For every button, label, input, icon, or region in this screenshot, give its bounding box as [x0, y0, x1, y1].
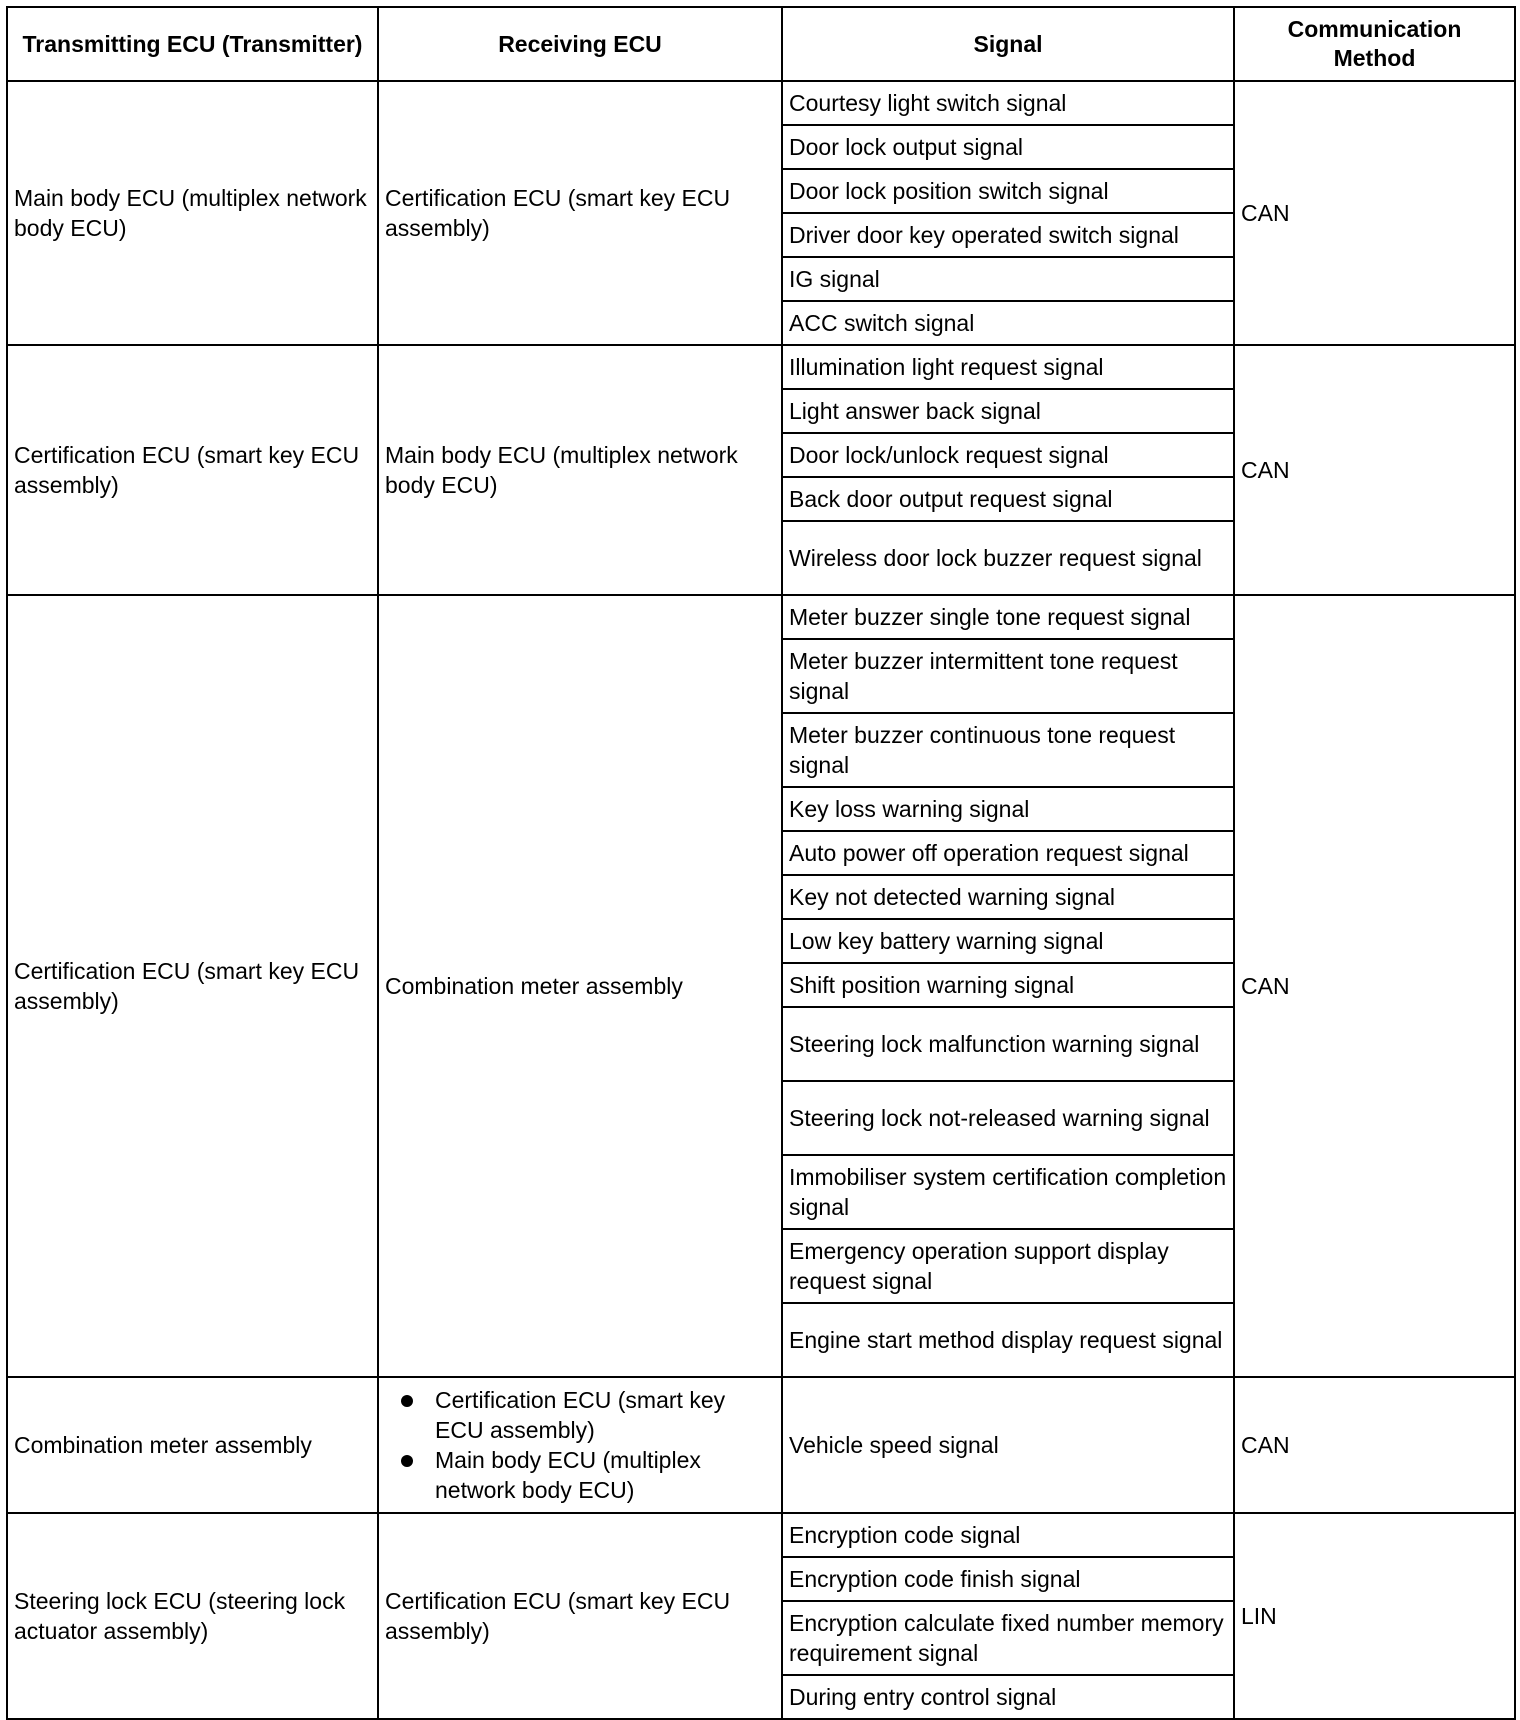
table-row	[7, 1513, 1515, 1557]
signal-cell: IG signal	[782, 257, 1234, 301]
signal-cell: Encryption calculate fixed number memory requirement signal	[782, 1601, 1234, 1675]
signal-cell: Steering lock malfunction warning signal	[782, 1007, 1234, 1081]
transmitter-cell: Certification ECU (smart key ECU assembly)	[7, 595, 378, 1377]
table-row	[7, 81, 1515, 125]
receiver-list	[385, 1385, 775, 1505]
signal-cell: Auto power off operation request signal	[782, 831, 1234, 875]
header-transmitting-ecu: Transmitting ECU (Transmitter)	[7, 7, 378, 81]
method-cell: CAN	[1234, 1377, 1515, 1513]
signal-cell: During entry control signal	[782, 1675, 1234, 1719]
transmitter-cell: Steering lock ECU (steering lock actuator assembly)	[7, 1513, 378, 1719]
transmitter-cell: Certification ECU (smart key ECU assembly)	[7, 345, 378, 595]
signal-cell: Driver door key operated switch signal	[782, 213, 1234, 257]
list-item: Main body ECU (multiplex network body ECU)	[435, 1445, 775, 1505]
transmitter-cell: Main body ECU (multiplex network body ECU)	[7, 81, 378, 345]
transmitter-cell: Combination meter assembly	[7, 1377, 378, 1513]
receiver-cell: Certification ECU (smart key ECU assembly)	[378, 81, 782, 345]
list-item: Certification ECU (smart key ECU assembly)	[435, 1385, 775, 1445]
method-cell: CAN	[1234, 81, 1515, 345]
receiver-cell: Main body ECU (multiplex network body ECU)	[378, 345, 782, 595]
header-receiving-ecu: Receiving ECU	[378, 7, 782, 81]
signal-cell: Encryption code signal	[782, 1513, 1234, 1557]
signal-cell: Wireless door lock buzzer request signal	[782, 521, 1234, 595]
method-cell: CAN	[1234, 595, 1515, 1377]
signal-cell: Door lock/unlock request signal	[782, 433, 1234, 477]
header-method-line2: Method	[1333, 45, 1416, 71]
table-row	[7, 1377, 1515, 1513]
signal-cell: Key loss warning signal	[782, 787, 1234, 831]
signal-cell: Courtesy light switch signal	[782, 81, 1234, 125]
receiver-cell: Certification ECU (smart key ECU assembly)	[378, 1513, 782, 1719]
signal-cell: Shift position warning signal	[782, 963, 1234, 1007]
signal-cell: Door lock position switch signal	[782, 169, 1234, 213]
table-row	[7, 595, 1515, 639]
receiver-cell: Combination meter assembly	[378, 595, 782, 1377]
signal-cell: Vehicle speed signal	[782, 1377, 1234, 1513]
header-row	[7, 7, 1515, 81]
signal-cell: Encryption code finish signal	[782, 1557, 1234, 1601]
signal-cell: Key not detected warning signal	[782, 875, 1234, 919]
signal-cell: Engine start method display request signal	[782, 1303, 1234, 1377]
signal-cell: Immobiliser system certification completion signal	[782, 1155, 1234, 1229]
ecu-communication-table	[6, 6, 1516, 1720]
receiver-cell	[378, 1377, 782, 1513]
signal-cell: Emergency operation support display request signal	[782, 1229, 1234, 1303]
signal-cell: Steering lock not-released warning signal	[782, 1081, 1234, 1155]
signal-cell: Low key battery warning signal	[782, 919, 1234, 963]
header-signal: Signal	[782, 7, 1234, 81]
signal-cell: Meter buzzer intermittent tone request signal	[782, 639, 1234, 713]
method-cell: LIN	[1234, 1513, 1515, 1719]
table-row	[7, 345, 1515, 389]
signal-cell: Back door output request signal	[782, 477, 1234, 521]
header-communication-method	[1234, 7, 1515, 81]
document-page	[6, 6, 1514, 1720]
header-method-line1: Communication	[1287, 16, 1462, 42]
method-cell: CAN	[1234, 345, 1515, 595]
signal-cell: ACC switch signal	[782, 301, 1234, 345]
signal-cell: Door lock output signal	[782, 125, 1234, 169]
signal-cell: Illumination light request signal	[782, 345, 1234, 389]
signal-cell: Light answer back signal	[782, 389, 1234, 433]
signal-cell: Meter buzzer continuous tone request signal	[782, 713, 1234, 787]
signal-cell: Meter buzzer single tone request signal	[782, 595, 1234, 639]
